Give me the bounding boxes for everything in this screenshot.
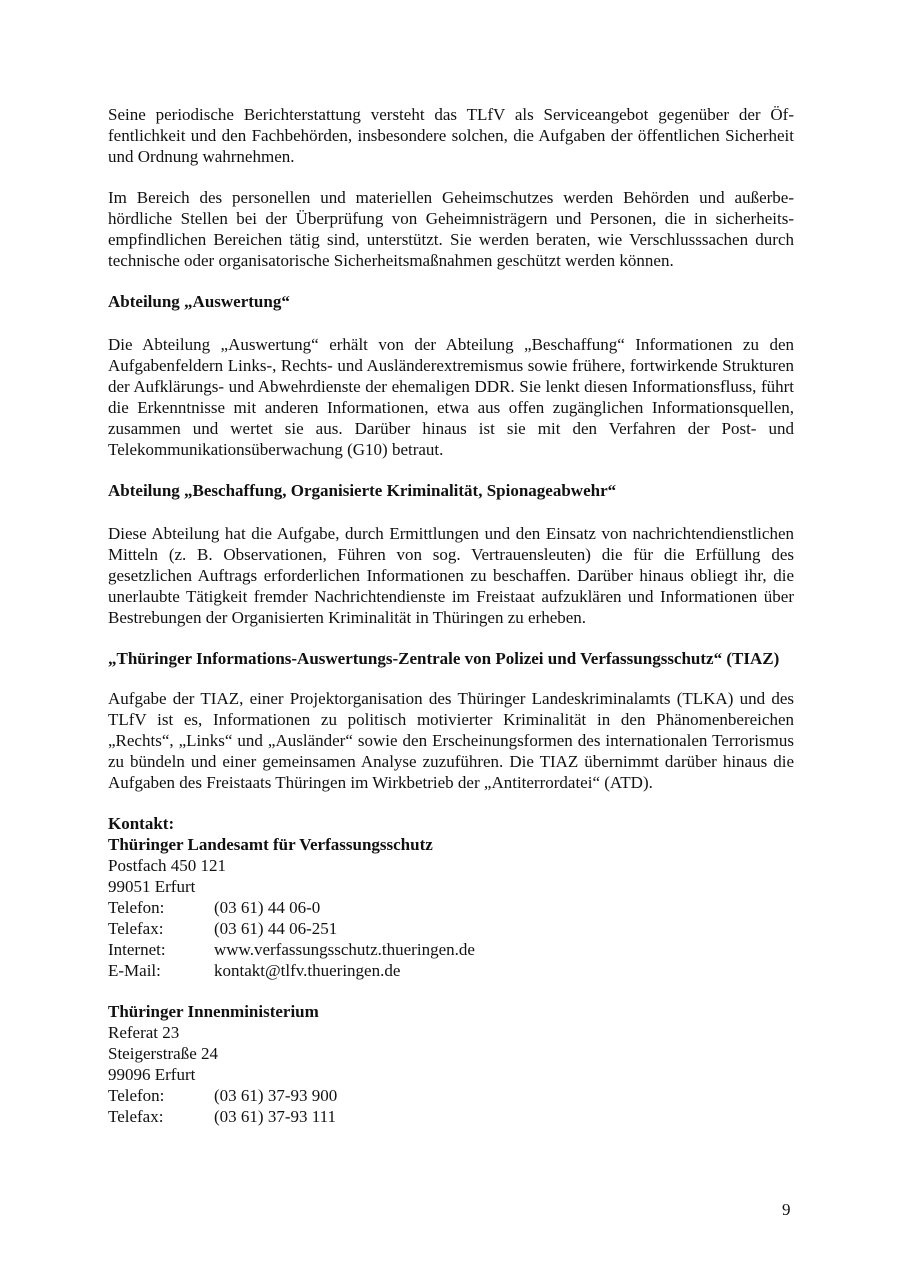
contact-value: (03 61) 44 06-0 xyxy=(214,898,321,917)
contact-row-internet xyxy=(108,939,794,960)
contact-label: Telefax: xyxy=(108,919,164,938)
contact-value: (03 61) 37-93 900 xyxy=(214,1086,338,1105)
paragraph-tiaz: Aufgabe der TIAZ, einer Projektorganisation des Thüringer Landeskriminalamts (TLKA) und des TLfV ist es, Informationen zu politisch motivierter Kriminalität in den Phänomenbereichen „Rechts“, „Links“ und „Ausländer“ sowie den Erscheinungsformen des internationalen Terrorismus zu bündeln und einer gemeinsamen Analyse zuzuführen. Die TIAZ übernimmt darüber hinaus die Aufgaben des Freistaats Thüringen im Wirkbetrieb der „Antiterrordatei“ (ATD). xyxy=(108,689,794,792)
contact-website-link[interactable]: www.verfassungsschutz.thueringen.de xyxy=(214,940,475,959)
contact-row-email xyxy=(108,960,794,981)
contact-address-line: 99096 Erfurt xyxy=(108,1065,196,1084)
paragraph-secret-protection: Im Bereich des personellen und materiellen Geheimschutzes werden Behörden und außerbehördliche Stellen bei der Überprüfung von Geheimnisträgern und Personen, die in sicherheitsempfindlichen Bereichen tätig sind, unterstützt. Sie werden beraten, wie Verschlusssachen durch technische oder organisatorische Sicherheitsmaßnahmen geschützt werden können. xyxy=(108,188,794,270)
contact-row-fax xyxy=(108,1106,794,1127)
contact-label: E-Mail: xyxy=(108,961,161,980)
contact-label: Telefon: xyxy=(108,1086,165,1105)
contact-label: Telefax: xyxy=(108,1107,164,1126)
contact-value: (03 61) 44 06-251 xyxy=(214,919,338,938)
contact-address-line: Referat 23 xyxy=(108,1023,180,1042)
contact-org-name: Thüringer Landesamt für Verfassungsschutz xyxy=(108,835,433,854)
contact-block xyxy=(108,813,794,1127)
contact-value: (03 61) 37-93 111 xyxy=(214,1107,336,1126)
spacer xyxy=(108,981,794,1001)
contact-row-fax xyxy=(108,918,794,939)
heading-tiaz: „Thüringer Informations-Auswertungs-Zentrale von Polizei und Verfassungsschutz“ (TIAZ) xyxy=(108,649,780,668)
contact-label: Telefon: xyxy=(108,898,165,917)
contact-org-name: Thüringer Innenministerium xyxy=(108,1002,319,1021)
contact-label: Internet: xyxy=(108,940,166,959)
contact-email-link[interactable]: kontakt@tlfv.thueringen.de xyxy=(214,961,401,980)
heading-evaluation-department: Abteilung „Auswertung“ xyxy=(108,292,290,311)
paragraph-procurement-department: Diese Abteilung hat die Aufgabe, durch Ermittlungen und den Einsatz von nachrichtendienstlichen Mitteln (z. B. Observationen, Führen von sog. Vertrauensleuten) die für die Erfüllung des gesetzlichen Auftrags erforderlichen Informationen zu beschaffen. Darüber hinaus obliegt ihr, die unerlaubte Tätigkeit fremder Nachrichtendienste im Freistaat aufzuklären und Informationen über Bestrebungen der Organisierten Kriminalität in Thüringen zu erheben. xyxy=(108,524,794,627)
heading-procurement-department: Abteilung „Beschaffung, Organisierte Kriminalität, Spionageabwehr“ xyxy=(108,481,617,500)
contact-address-line: 99051 Erfurt xyxy=(108,877,196,896)
contact-address-line: Steigerstraße 24 xyxy=(108,1044,218,1063)
contact-row-phone xyxy=(108,897,794,918)
paragraph-reporting: Seine periodische Berichterstattung versteht das TLfV als Serviceangebot gegenüber der Öffentlichkeit und den Fachbehörden, insbesondere solchen, die Aufgaben der öffentlichen Sicherheit und Ordnung wahrnehmen. xyxy=(108,105,794,166)
page-content xyxy=(108,104,794,1127)
paragraph-evaluation-department: Die Abteilung „Auswertung“ erhält von der Abteilung „Beschaffung“ Informationen zu den Aufgabenfeldern Links-, Rechts- und Ausländerextremismus sowie frühere, fortwirkende Strukturen der Aufklärungs- und Abwehrdienste der ehemaligen DDR. Sie lenkt diesen Informationsfluss, führt die Erkenntnisse mit anderen Informationen, etwa aus offen zugänglichen Informationsquellen, zusammen und wertet sie aus. Darüber hinaus ist sie mit den Verfahren der Post- und Telekommunikationsüberwachung (G10) betraut. xyxy=(108,335,794,459)
contact-address-line: Postfach 450 121 xyxy=(108,856,227,875)
page-number: 9 xyxy=(782,1200,791,1219)
contact-heading: Kontakt: xyxy=(108,814,175,833)
contact-row-phone xyxy=(108,1085,794,1106)
